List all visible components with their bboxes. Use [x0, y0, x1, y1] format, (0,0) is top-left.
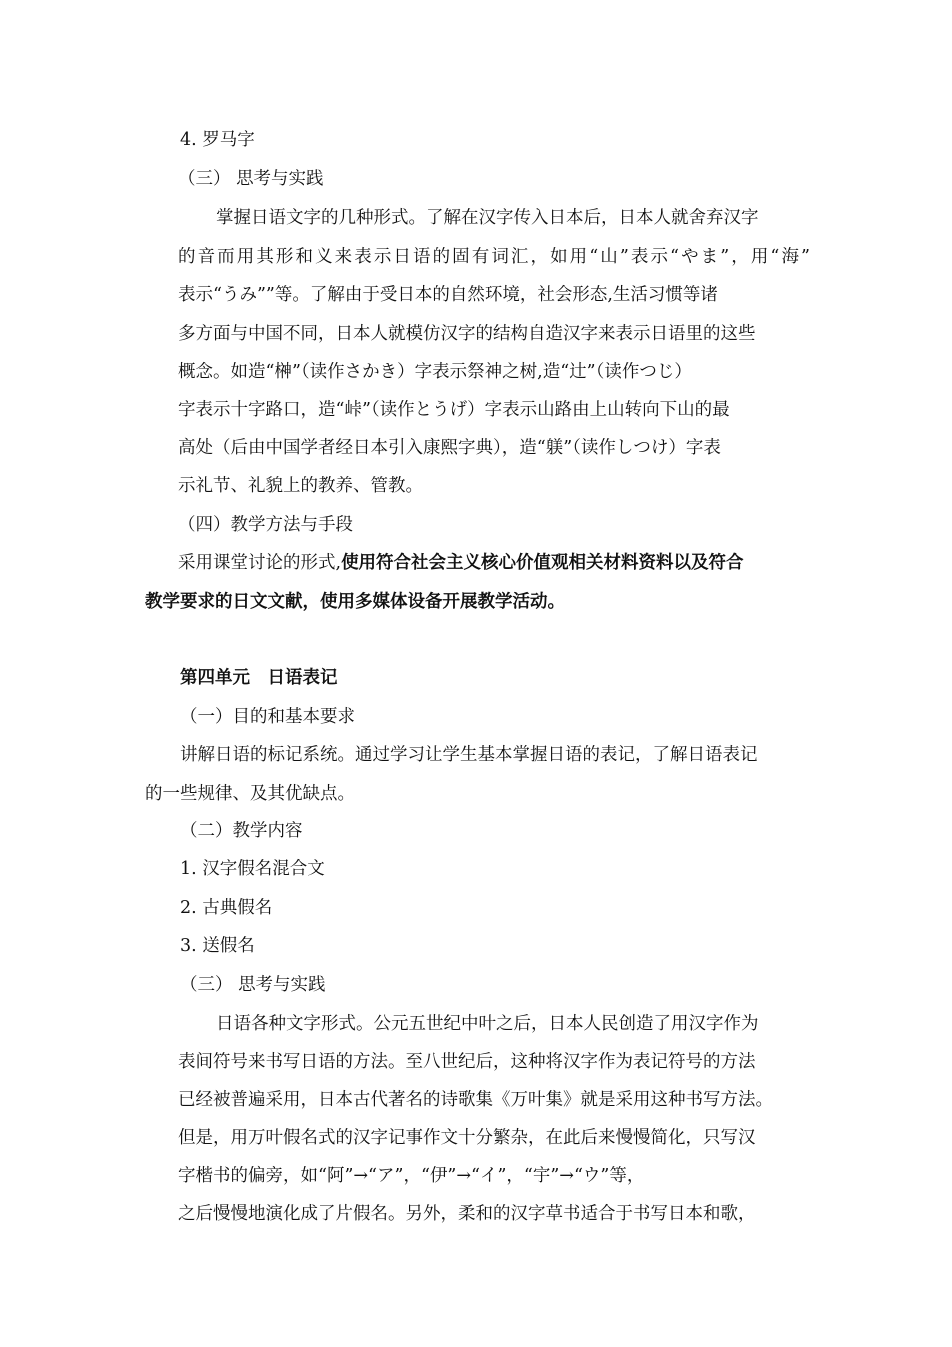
paragraph-line: 多方面与中国不同，日本人就模仿汉字的结构自造汉字来表示日语里的这些: [178, 324, 756, 344]
section-heading: （二）教学内容: [180, 821, 303, 841]
list-item: 3. 送假名: [180, 936, 255, 956]
paragraph-line: 但是，用万叶假名式的汉字记事作文十分繁杂，在此后来慢慢简化，只写汉: [178, 1128, 756, 1148]
unit-title: 第四单元 日语表记: [180, 668, 338, 688]
list-item: 1. 汉字假名混合文: [180, 859, 325, 879]
paragraph-line: 高处（后由中国学者经日本引入康熙字典），造“躾”（读作しつけ）字表: [178, 438, 721, 458]
paragraph-line: 掌握日语文字的几种形式。了解在汉字传入日本后，日本人就舍弃汉字: [216, 208, 759, 228]
paragraph-line: 示礼节、礼貌上的教养、管教。: [178, 476, 423, 496]
bold-text: 使用符合社会主义核心价值观相关材料资料以及符合: [341, 553, 744, 573]
normal-text: 采用课堂讨论的形式,: [178, 553, 342, 573]
paragraph-line: 字表示十字路口，造“峠”（读作とうげ）字表示山路由上山转向下山的最: [178, 400, 730, 420]
section-heading: （一）目的和基本要求: [180, 707, 355, 727]
paragraph-line: 表示“うみ””等。了解由于受日本的自然环境，社会形态,生活习惯等诸: [178, 285, 718, 305]
paragraph-line: 教学要求的日文文献，使用多媒体设备开展教学活动。: [145, 592, 565, 612]
paragraph-line: 日语各种文字形式。公元五世纪中叶之后，日本人民创造了用汉字作为: [216, 1014, 759, 1034]
list-item: 2. 古典假名: [180, 898, 273, 918]
list-item: 4. 罗马字: [180, 130, 255, 150]
section-heading: （三） 思考与实践: [180, 975, 326, 995]
paragraph-line: 的一些规律、及其优缺点。: [145, 784, 355, 804]
paragraph-line: 讲解日语的标记系统。通过学习让学生基本掌握日语的表记，了解日语表记: [180, 745, 758, 765]
paragraph-line: 概念。如造“榊”（读作さかき）字表示祭神之树,造“辻”（读作つじ）: [178, 362, 692, 382]
paragraph-line: 已经被普遍采用，日本古代著名的诗歌集《万叶集》就是采用这种书写方法。: [178, 1090, 773, 1110]
paragraph-line: 表间符号来书写日语的方法。至八世纪后，这种将汉字作为表记符号的方法: [178, 1052, 756, 1072]
section-heading: （三） 思考与实践: [178, 169, 324, 189]
paragraph-line: 之后慢慢地演化成了片假名。另外，柔和的汉字草书适合于书写日本和歌，: [178, 1204, 756, 1224]
paragraph-line: [178, 551, 744, 575]
paragraph-line: 字楷书的偏旁，如“阿”→“ア”，“伊”→“イ”，“宇”→“ウ”等，: [178, 1166, 645, 1186]
paragraph-line: 的音而用其形和义来表示日语的固有词汇，如用“山”表示“やま”，用“海”: [178, 247, 810, 267]
section-heading: （四）教学方法与手段: [178, 515, 353, 535]
